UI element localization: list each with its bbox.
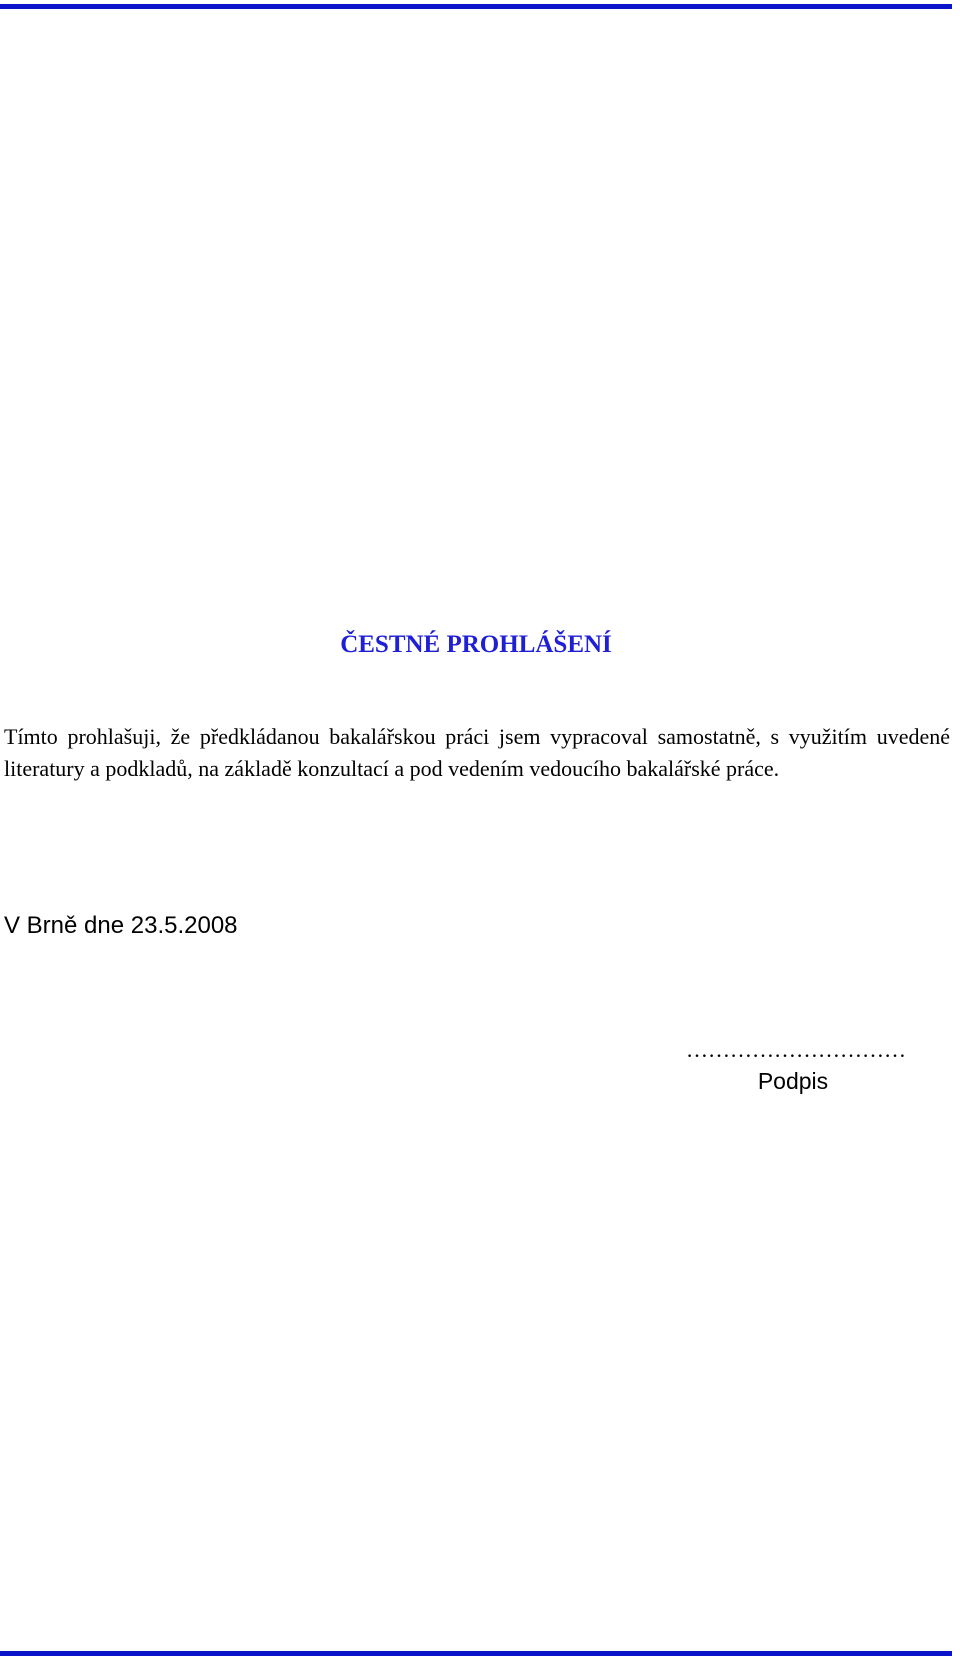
page-title: ČESTNÉ PROHLÁŠENÍ xyxy=(340,631,612,658)
declaration-paragraph: Tímto prohlašuji, že předkládanou bakalářskou práci jsem vypracoval samostatně, s využitím uvedené literatury a podkladů, na základě konzultací a pod vedením vedoucího bakalářské práce. xyxy=(4,724,950,781)
bottom-divider-line xyxy=(0,1651,952,1656)
place-and-date: V Brně dne 23.5.2008 xyxy=(4,912,238,939)
signature-line: ………………………… xyxy=(686,1037,906,1062)
top-divider-line xyxy=(0,4,952,9)
signature-label: Podpis xyxy=(757,1068,829,1094)
signature-block xyxy=(656,1036,936,1096)
